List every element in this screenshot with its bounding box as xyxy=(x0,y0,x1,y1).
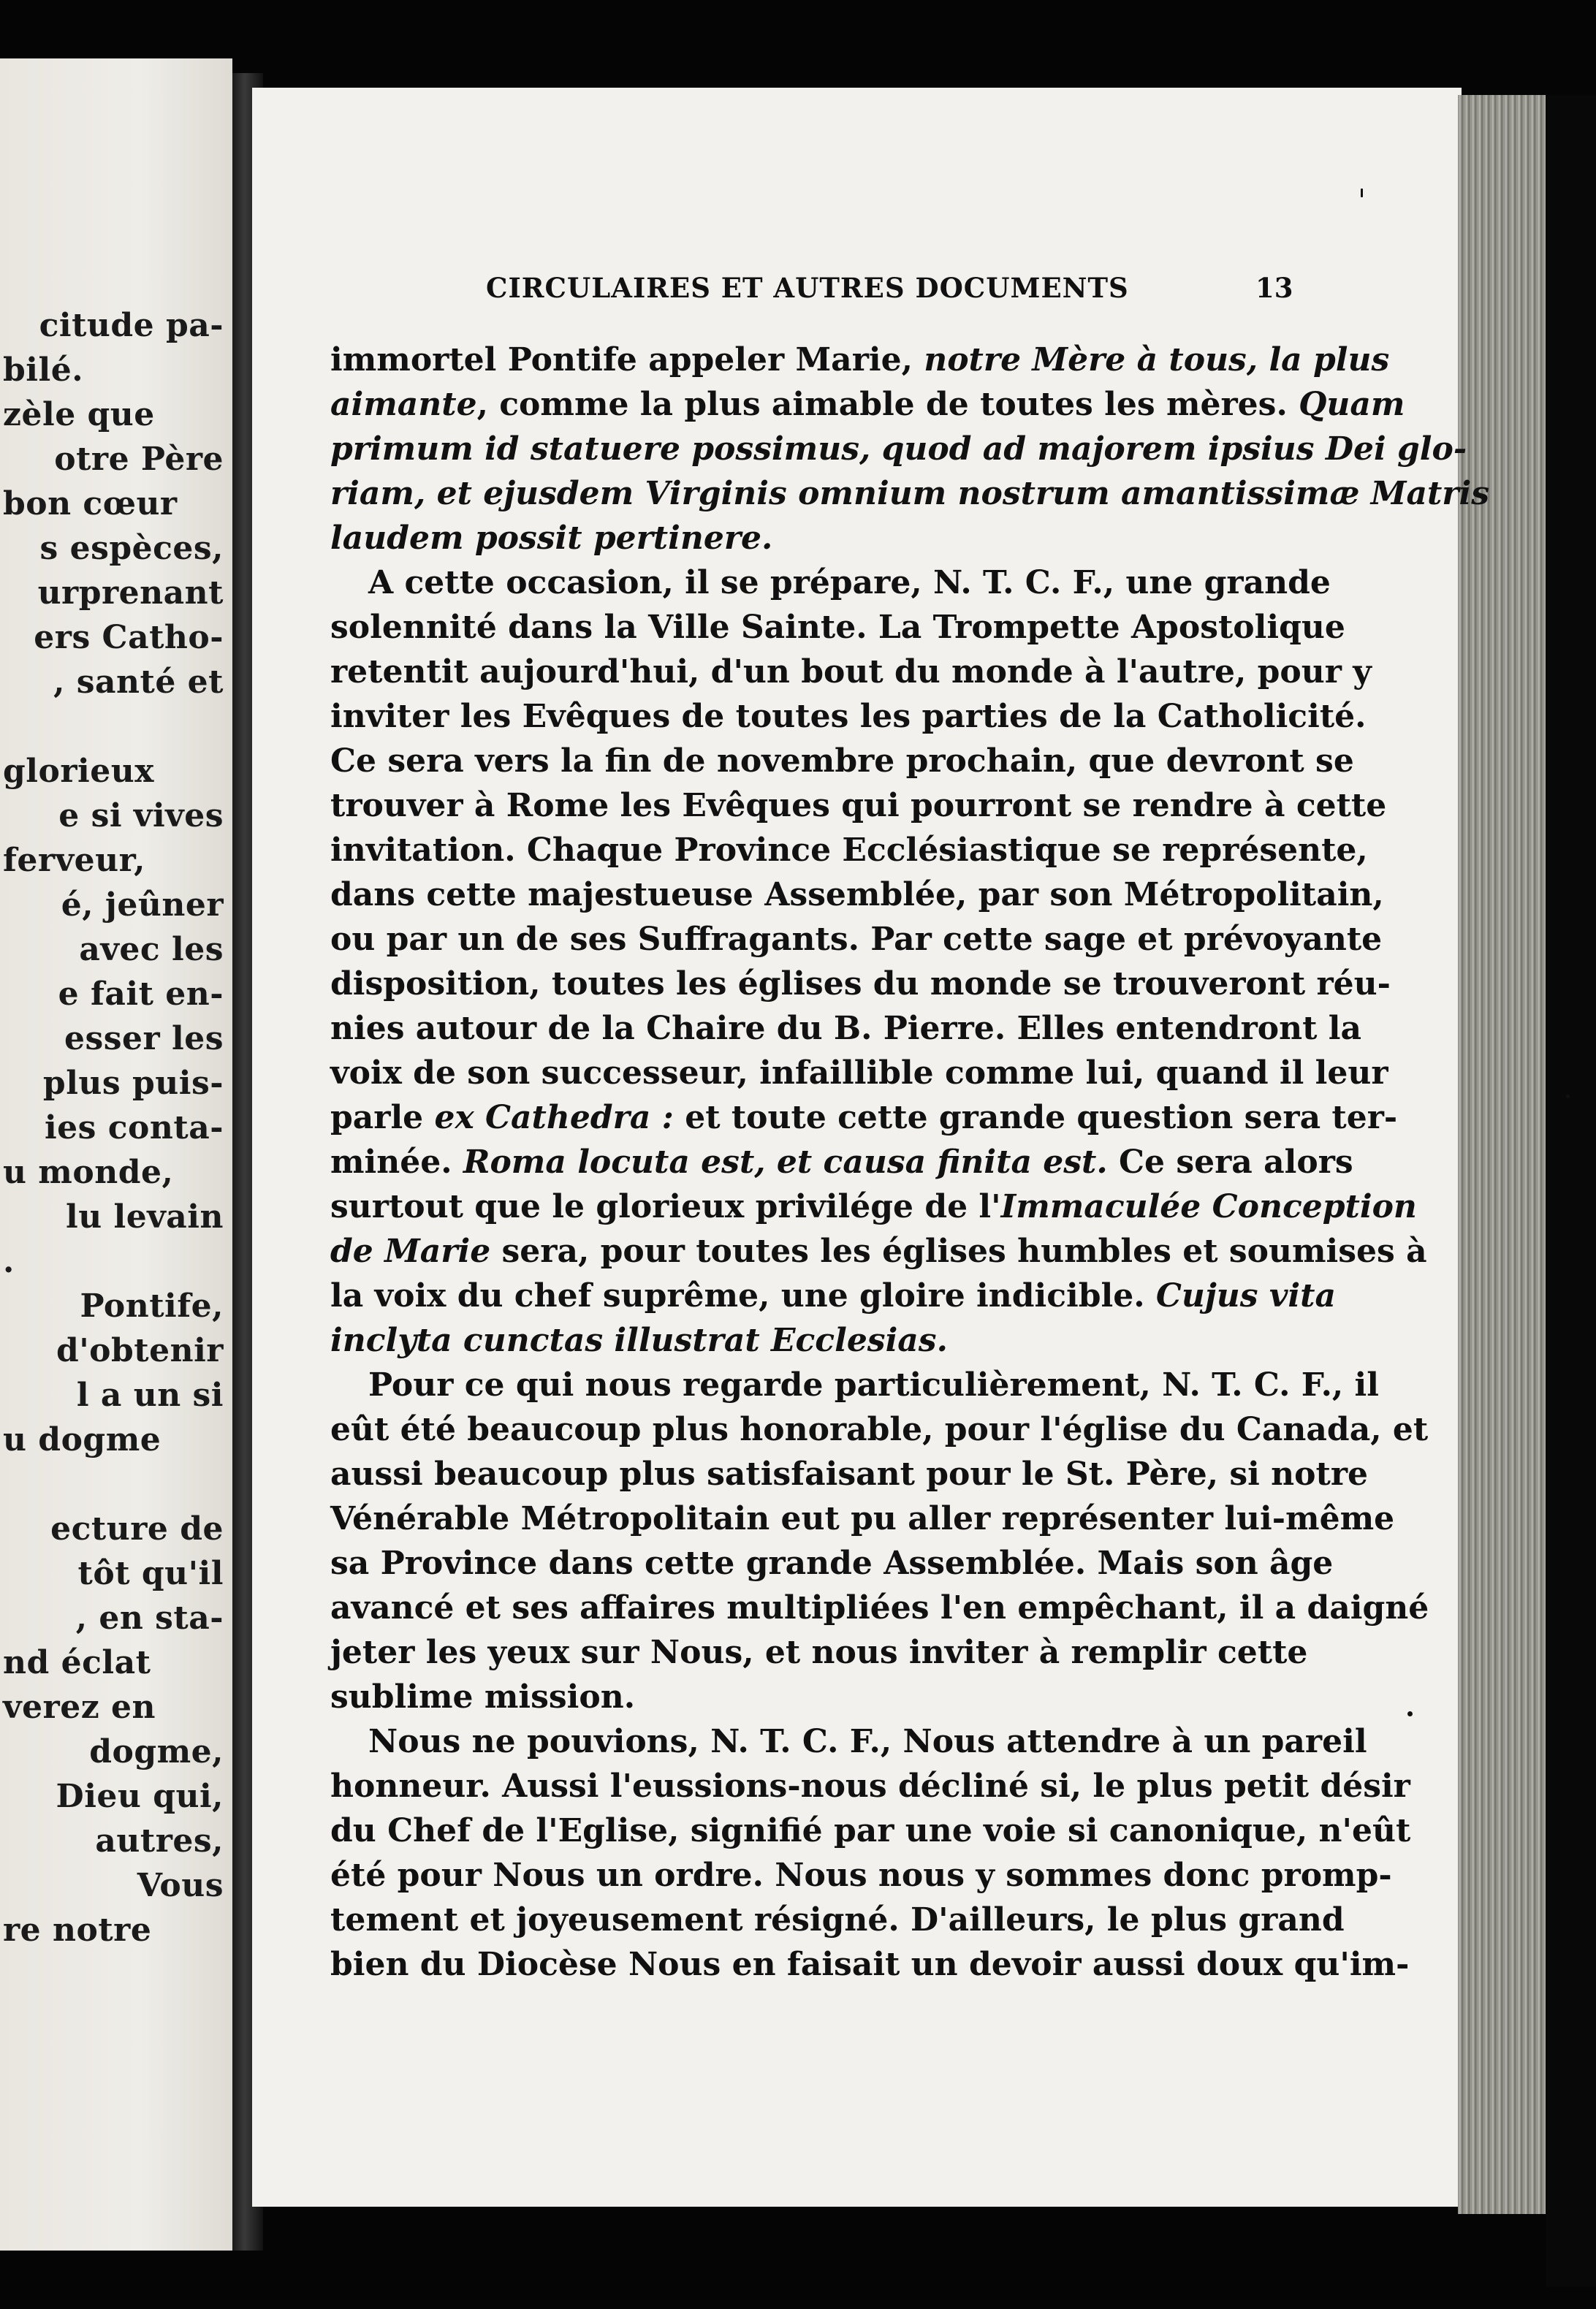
text-line xyxy=(330,1764,1410,1808)
text-line xyxy=(330,739,1354,783)
text-line xyxy=(330,650,1372,694)
italic-text-run: Immaculée Conception xyxy=(1000,1188,1417,1225)
background-shadow xyxy=(1546,95,1596,2287)
text-line xyxy=(330,1586,1429,1630)
scan-speck xyxy=(1361,189,1363,197)
text-run: et toute cette grande question sera ter- xyxy=(673,1099,1398,1136)
left-page-fragment: ers Catho- xyxy=(34,619,224,656)
italic-text-run: Cujus vita xyxy=(1155,1277,1336,1315)
left-page-fragment: dogme, xyxy=(89,1733,224,1770)
running-head: CIRCULAIRES ET AUTRES DOCUMENTS xyxy=(486,272,1129,304)
text-run: surtout que le glorieux privilége de l' xyxy=(330,1188,1001,1225)
left-page-fragment: lu levain xyxy=(65,1198,224,1236)
italic-text-run: Roma locuta est, et causa finita est. xyxy=(463,1144,1108,1181)
text-run: bien du Diocèse Nous en faisait un devoir aussi doux qu'im- xyxy=(330,1946,1410,1983)
page-number: 13 xyxy=(1255,272,1293,304)
text-run: jeter les yeux sur Nous, et nous inviter à remplir cette xyxy=(330,1634,1308,1671)
text-line xyxy=(330,1407,1429,1452)
text-line xyxy=(330,1808,1411,1853)
left-page-fragment: é, jeûner xyxy=(61,886,224,924)
left-page-fragment: citude pa- xyxy=(39,307,224,344)
italic-text-run: aimante xyxy=(330,386,477,423)
text-run: ou par un de ses Suffragants. Par cette sage et prévoyante xyxy=(330,921,1383,958)
left-page-fragment: zèle que xyxy=(3,396,155,433)
text-run: sublime mission. xyxy=(330,1678,636,1716)
text-run: été pour Nous un ordre. Nous nous y sommes donc promp- xyxy=(330,1857,1392,1894)
italic-text-run: notre Mère à tous, la plus xyxy=(924,341,1390,379)
text-run: du Chef de l'Eglise, signifié par une voie si canonique, n'eût xyxy=(330,1812,1411,1849)
left-page-fragment: autres, xyxy=(95,1822,224,1860)
left-page-fragment: u monde, xyxy=(3,1154,174,1191)
left-page-fragment: bon cœur xyxy=(3,485,178,522)
text-run: voix de son successeur, infaillible comme lui, quand il leur xyxy=(330,1054,1388,1092)
left-page-fragment: , santé et xyxy=(53,663,224,701)
text-run: Ce sera alors xyxy=(1107,1144,1353,1181)
text-run: parle xyxy=(330,1099,435,1136)
left-page-fragment: bilé. xyxy=(3,351,84,389)
text-line xyxy=(330,1541,1334,1586)
italic-text-run: Quam xyxy=(1299,386,1405,423)
text-line xyxy=(330,382,1405,427)
text-line xyxy=(330,694,1367,739)
left-page-fragment: u dogme xyxy=(3,1421,162,1458)
text-line xyxy=(330,1318,1295,1363)
text-run: disposition, toutes les églises du monde se trouveront réu- xyxy=(330,965,1391,1003)
left-page-fragment: l a un si xyxy=(76,1377,224,1414)
text-run: eût été beaucoup plus honorable, pour l'église du Canada, et xyxy=(330,1411,1429,1448)
left-page-fragment: Vous xyxy=(137,1867,224,1904)
left-page-fragment: ferveur, xyxy=(3,842,145,879)
text-line xyxy=(330,1898,1345,1942)
text-run: solennité dans la Ville Sainte. La Trompette Apostolique xyxy=(330,609,1345,646)
text-run: sera, pour toutes les églises humbles et soumises à xyxy=(490,1233,1427,1270)
italic-text-run: ex Cathedra : xyxy=(434,1099,674,1136)
text-run: Ce sera vers la fin de novembre prochain, que devront se xyxy=(330,742,1354,780)
text-run: inviter les Evêques de toutes les parties de la Catholicité. xyxy=(330,698,1367,735)
text-run: dans cette majestueuse Assemblée, par son Métropolitain, xyxy=(330,876,1384,913)
text-run: immortel Pontife appeler Marie, xyxy=(330,341,924,379)
left-page-fragment: ecture de xyxy=(50,1510,224,1548)
left-page-fragment: nd éclat xyxy=(3,1644,151,1681)
text-line xyxy=(330,1363,1379,1407)
text-run: Nous ne pouvions, N. T. C. F., Nous attendre à un pareil xyxy=(368,1723,1367,1760)
left-page-fragment: urprenant xyxy=(37,574,224,612)
left-page-fragment: tôt qu'il xyxy=(77,1555,224,1592)
text-line xyxy=(330,1184,1417,1229)
text-line xyxy=(330,1006,1361,1051)
text-line xyxy=(330,1853,1392,1898)
book-fore-edge xyxy=(1458,95,1546,2214)
text-line xyxy=(330,872,1384,917)
left-facing-page xyxy=(0,58,232,2251)
left-page-fragment: , en sta- xyxy=(75,1599,224,1637)
text-run: A cette occasion, il se prépare, N. T. C. F., une grande xyxy=(368,564,1331,601)
text-run: aussi beaucoup plus satisfaisant pour le St. Père, si notre xyxy=(330,1456,1368,1493)
italic-text-run: laudem possit pertinere. xyxy=(330,520,773,557)
text-line xyxy=(330,560,1331,605)
text-run: minée. xyxy=(330,1144,463,1181)
text-run: Vénérable Métropolitain eut pu aller représenter lui-même xyxy=(330,1500,1395,1537)
text-line xyxy=(330,1630,1308,1675)
text-line xyxy=(330,427,1467,471)
left-page-fragment: d'obtenir xyxy=(56,1332,224,1369)
left-page-fragment: glorieux xyxy=(3,753,154,790)
italic-text-run: primum id statuere possimus, quod ad majorem ipsius Dei glo- xyxy=(330,430,1467,468)
left-page-fragment: otre Père xyxy=(54,441,224,478)
text-run: trouver à Rome les Evêques qui pourront se rendre à cette xyxy=(330,787,1387,824)
left-page-fragment: s espèces, xyxy=(39,530,224,567)
text-run: la voix du chef suprême, une gloire indicible. xyxy=(330,1277,1156,1315)
text-run: Pour ce qui nous regarde particulièrement, N. T. C. F., il xyxy=(368,1366,1379,1404)
text-run: , comme la plus aimable de toutes les mères. xyxy=(476,386,1299,423)
italic-text-run: inclyta cunctas illustrat Ecclesias. xyxy=(330,1322,948,1359)
text-line xyxy=(330,1274,1336,1318)
scan-speck xyxy=(1566,1095,1570,1098)
text-run: honneur. Aussi l'eussions-nous décliné si, le plus petit désir xyxy=(330,1768,1410,1805)
left-page-fragment: e fait en- xyxy=(58,975,224,1013)
text-run: invitation. Chaque Province Ecclésiastique se représente, xyxy=(330,832,1368,869)
text-run: retentit aujourd'hui, d'un bout du monde à l'autre, pour y xyxy=(330,653,1372,691)
text-line xyxy=(330,917,1383,962)
text-line xyxy=(330,1229,1427,1274)
left-page-fragment: plus puis- xyxy=(42,1065,224,1102)
text-line xyxy=(330,516,1295,560)
left-page-fragment: verez en xyxy=(3,1689,156,1726)
left-page-fragment: esser les xyxy=(64,1020,224,1057)
italic-text-run: riam, et ejusdem Virginis omnium nostrum amantissimæ Matris xyxy=(330,475,1489,512)
text-line xyxy=(330,605,1345,650)
text-run: avancé et ses affaires multipliées l'en empêchant, il a daigné xyxy=(330,1589,1429,1627)
text-line xyxy=(330,1095,1398,1140)
left-page-fragment: re notre xyxy=(3,1912,152,1949)
text-line xyxy=(330,1942,1410,1987)
text-line xyxy=(330,828,1368,872)
left-page-fragment: Dieu qui, xyxy=(56,1778,224,1815)
text-line xyxy=(330,783,1387,828)
text-line xyxy=(330,962,1391,1006)
text-line xyxy=(330,338,1390,382)
scan-speck xyxy=(1407,1711,1413,1716)
text-run: sa Province dans cette grande Assemblée. Mais son âge xyxy=(330,1545,1334,1582)
left-page-fragment: Pontife, xyxy=(80,1287,224,1325)
text-line xyxy=(330,1051,1388,1095)
text-line xyxy=(330,1719,1367,1764)
text-line xyxy=(330,1675,1295,1719)
text-run: nies autour de la Chaire du B. Pierre. Elles entendront la xyxy=(330,1010,1361,1047)
left-page-fragment: avec les xyxy=(79,931,224,968)
text-run: tement et joyeusement résigné. D'ailleurs, le plus grand xyxy=(330,1901,1345,1939)
text-line xyxy=(330,1140,1353,1184)
left-page-fragment: ies conta- xyxy=(44,1109,224,1146)
body-text xyxy=(330,338,1489,1987)
left-page-fragment: e si vives xyxy=(58,797,224,834)
text-line xyxy=(330,1452,1368,1496)
italic-text-run: de Marie xyxy=(330,1233,491,1270)
left-page-fragment: . xyxy=(3,1243,15,1280)
text-line xyxy=(330,1496,1395,1541)
text-line xyxy=(330,471,1489,516)
